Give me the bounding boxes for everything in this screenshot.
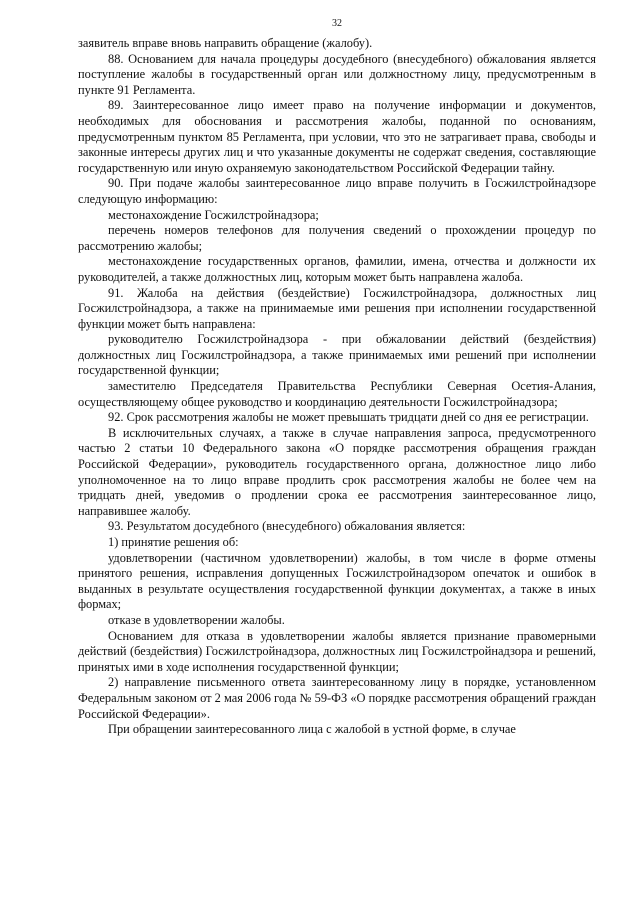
- document-body: [78, 36, 596, 738]
- paragraph: 89. Заинтересованное лицо имеет право на получение информации и документов, необходимых для обоснования и рассмотрения жалобы, поданной по основаниям, предусмотренным пунктом 85 Регламента, при условии, что это не затрагивает права, свободы и законные интересы других лиц и что указанные документы не содержат сведения, составляющие государственную или иную охраняемую законодательством Российской Федерации тайну.: [78, 98, 596, 175]
- paragraph: перечень номеров телефонов для получения сведений о прохождении процедур по рассмотрению жалобы;: [78, 223, 596, 253]
- paragraph: В исключительных случаях, а также в случае направления запроса, предусмотренного частью 2 статьи 10 Федерального закона «О порядке рассмотрения обращения граждан Российской Федерации», руководитель государственного органа, должностное лицо либо уполномоченное на то лицо вправе продлить срок рассмотрения жалобы не более чем на тридцать дней, уведомив о продлении срока ее рассмотрения заинтересованное лицо, направившее жалобу.: [78, 425, 596, 518]
- paragraph: 2) направление письменного ответа заинтересованному лицу в порядке, установленном Федеральным законом от 2 мая 2006 года № 59-ФЗ «О порядке рассмотрения обращений граждан Российской Федерации».: [78, 675, 596, 721]
- paragraph: заместителю Председателя Правительства Республики Северная Осетия-Алания, осуществляющему общее руководство и координацию деятельности Госжилстройнадзора;: [78, 379, 596, 409]
- paragraph: 91. Жалоба на действия (бездействие) Госжилстройнадзора, должностных лиц Госжилстройнадзора, а также на принимаемые ими решения при исполнении государственной функции может быть направлена:: [78, 285, 596, 331]
- paragraph: местонахождение государственных органов, фамилии, имена, отчества и должности их руководителей, а также должностных лиц, которым может быть направлена жалоба.: [78, 254, 596, 284]
- paragraph: 92. Срок рассмотрения жалобы не может превышать тридцати дней со дня ее регистрации.: [108, 410, 589, 425]
- paragraph: отказе в удовлетворении жалобы.: [108, 612, 285, 627]
- page-number: 32: [332, 18, 342, 29]
- paragraph: 88. Основанием для начала процедуры досудебного (внесудебного) обжалования является поступление жалобы в государственный орган или должностному лицу, предусмотренным в пункте 91 Регламента.: [78, 51, 596, 97]
- paragraph: 90. При подаче жалобы заинтересованное лицо вправе получить в Госжилстройнадзоре следующую информацию:: [78, 176, 596, 206]
- paragraph: заявитель вправе вновь направить обращение (жалобу).: [78, 36, 373, 50]
- document-page: [78, 18, 596, 738]
- paragraph: Основанием для отказа в удовлетворении жалобы является признание правомерными действий (бездействия) Госжилстройнадзора, должностных лиц Госжилстройнадзора и решений, принятых ими в ходе исполнения государственной функции;: [78, 628, 596, 674]
- paragraph: удовлетворении (частичном удовлетворении) жалобы, в том числе в форме отмены принятого решения, исправления допущенных Госжилстройнадзором опечаток и ошибок в выданных в результате осуществления государственной функции документах, а также в иных формах;: [78, 550, 596, 612]
- paragraph: местонахождение Госжилстройнадзора;: [108, 207, 319, 222]
- paragraph: 1) принятие решения об:: [108, 535, 239, 549]
- paragraph: При обращении заинтересованного лица с жалобой в устной форме, в случае: [108, 722, 516, 737]
- paragraph: 93. Результатом досудебного (внесудебного) обжалования является:: [108, 519, 466, 534]
- paragraph: руководителю Госжилстройнадзора - при обжаловании действий (бездействия) должностных лиц Госжилстройнадзора, а также принимаемых ими решений при исполнении государственной функции;: [78, 332, 596, 378]
